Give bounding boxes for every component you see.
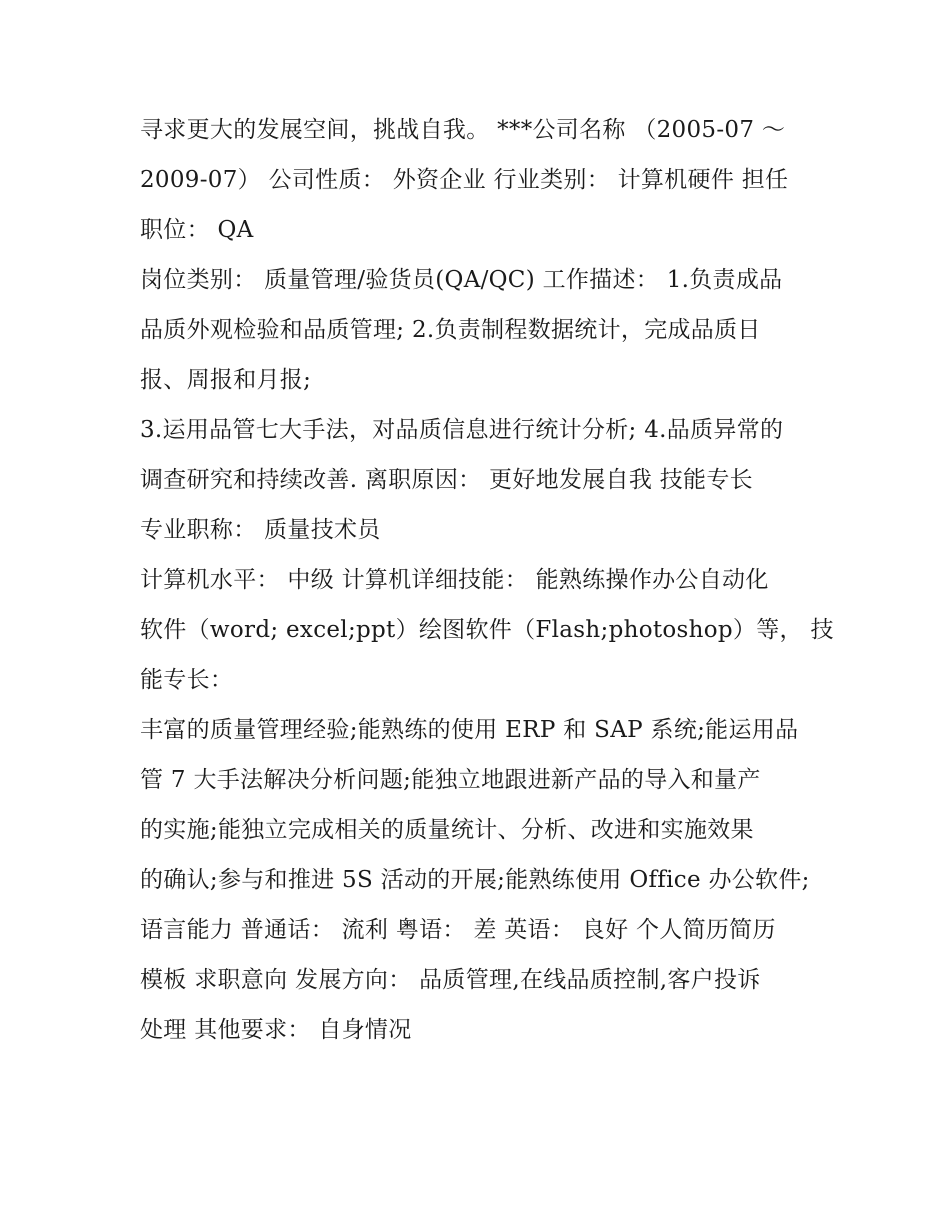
text-line: 品质外观检验和品质管理; 2.负责制程数据统计，完成品质日: [140, 317, 761, 343]
text-line: 专业职称： 质量技术员: [140, 517, 381, 543]
text-line: 的实施;能独立完成相关的质量统计、分析、改进和实施效果: [140, 817, 754, 843]
text-line: 职位： QA: [140, 217, 254, 243]
text-line: 模板 求职意向 发展方向： 品质管理,在线品质控制,客户投诉: [140, 967, 761, 993]
text-line: 2009-07） 公司性质： 外资企业 行业类别： 计算机硬件 担任: [140, 167, 789, 193]
text-line: 处理 其他要求： 自身情况: [140, 1017, 412, 1043]
text-line: 软件（word; excel;ppt）绘图软件（Flash;photoshop）等， 技: [140, 617, 834, 643]
text-line: 丰富的质量管理经验;能熟练的使用 ERP 和 SAP 系统;能运用品: [140, 717, 799, 743]
text-line: 报、周报和月报;: [140, 367, 312, 393]
text-line: 的确认;参与和推进 5S 活动的开展;能熟练使用 Office 办公软件;: [140, 867, 810, 893]
text-line: 寻求更大的发展空间，挑战自我。 ***公司名称 （2005-07 ～: [140, 117, 786, 143]
text-line: 岗位类别： 质量管理/验货员(QA/QC) 工作描述： 1.负责成品: [140, 267, 783, 293]
text-line: 能专长：: [140, 667, 234, 693]
document-body: [140, 105, 834, 1055]
text-line: 计算机水平： 中级 计算机详细技能： 能熟练操作办公自动化: [140, 567, 769, 593]
text-line: 调查研究和持续改善. 离职原因： 更好地发展自我 技能专长: [140, 467, 753, 493]
text-line: 语言能力 普通话： 流利 粤语： 差 英语： 良好 个人简历简历: [140, 917, 776, 943]
text-line: 3.运用品管七大手法，对品质信息进行统计分析; 4.品质异常的: [140, 417, 784, 443]
text-line: 管 7 大手法解决分析问题;能独立地跟进新产品的导入和量产: [140, 767, 761, 793]
